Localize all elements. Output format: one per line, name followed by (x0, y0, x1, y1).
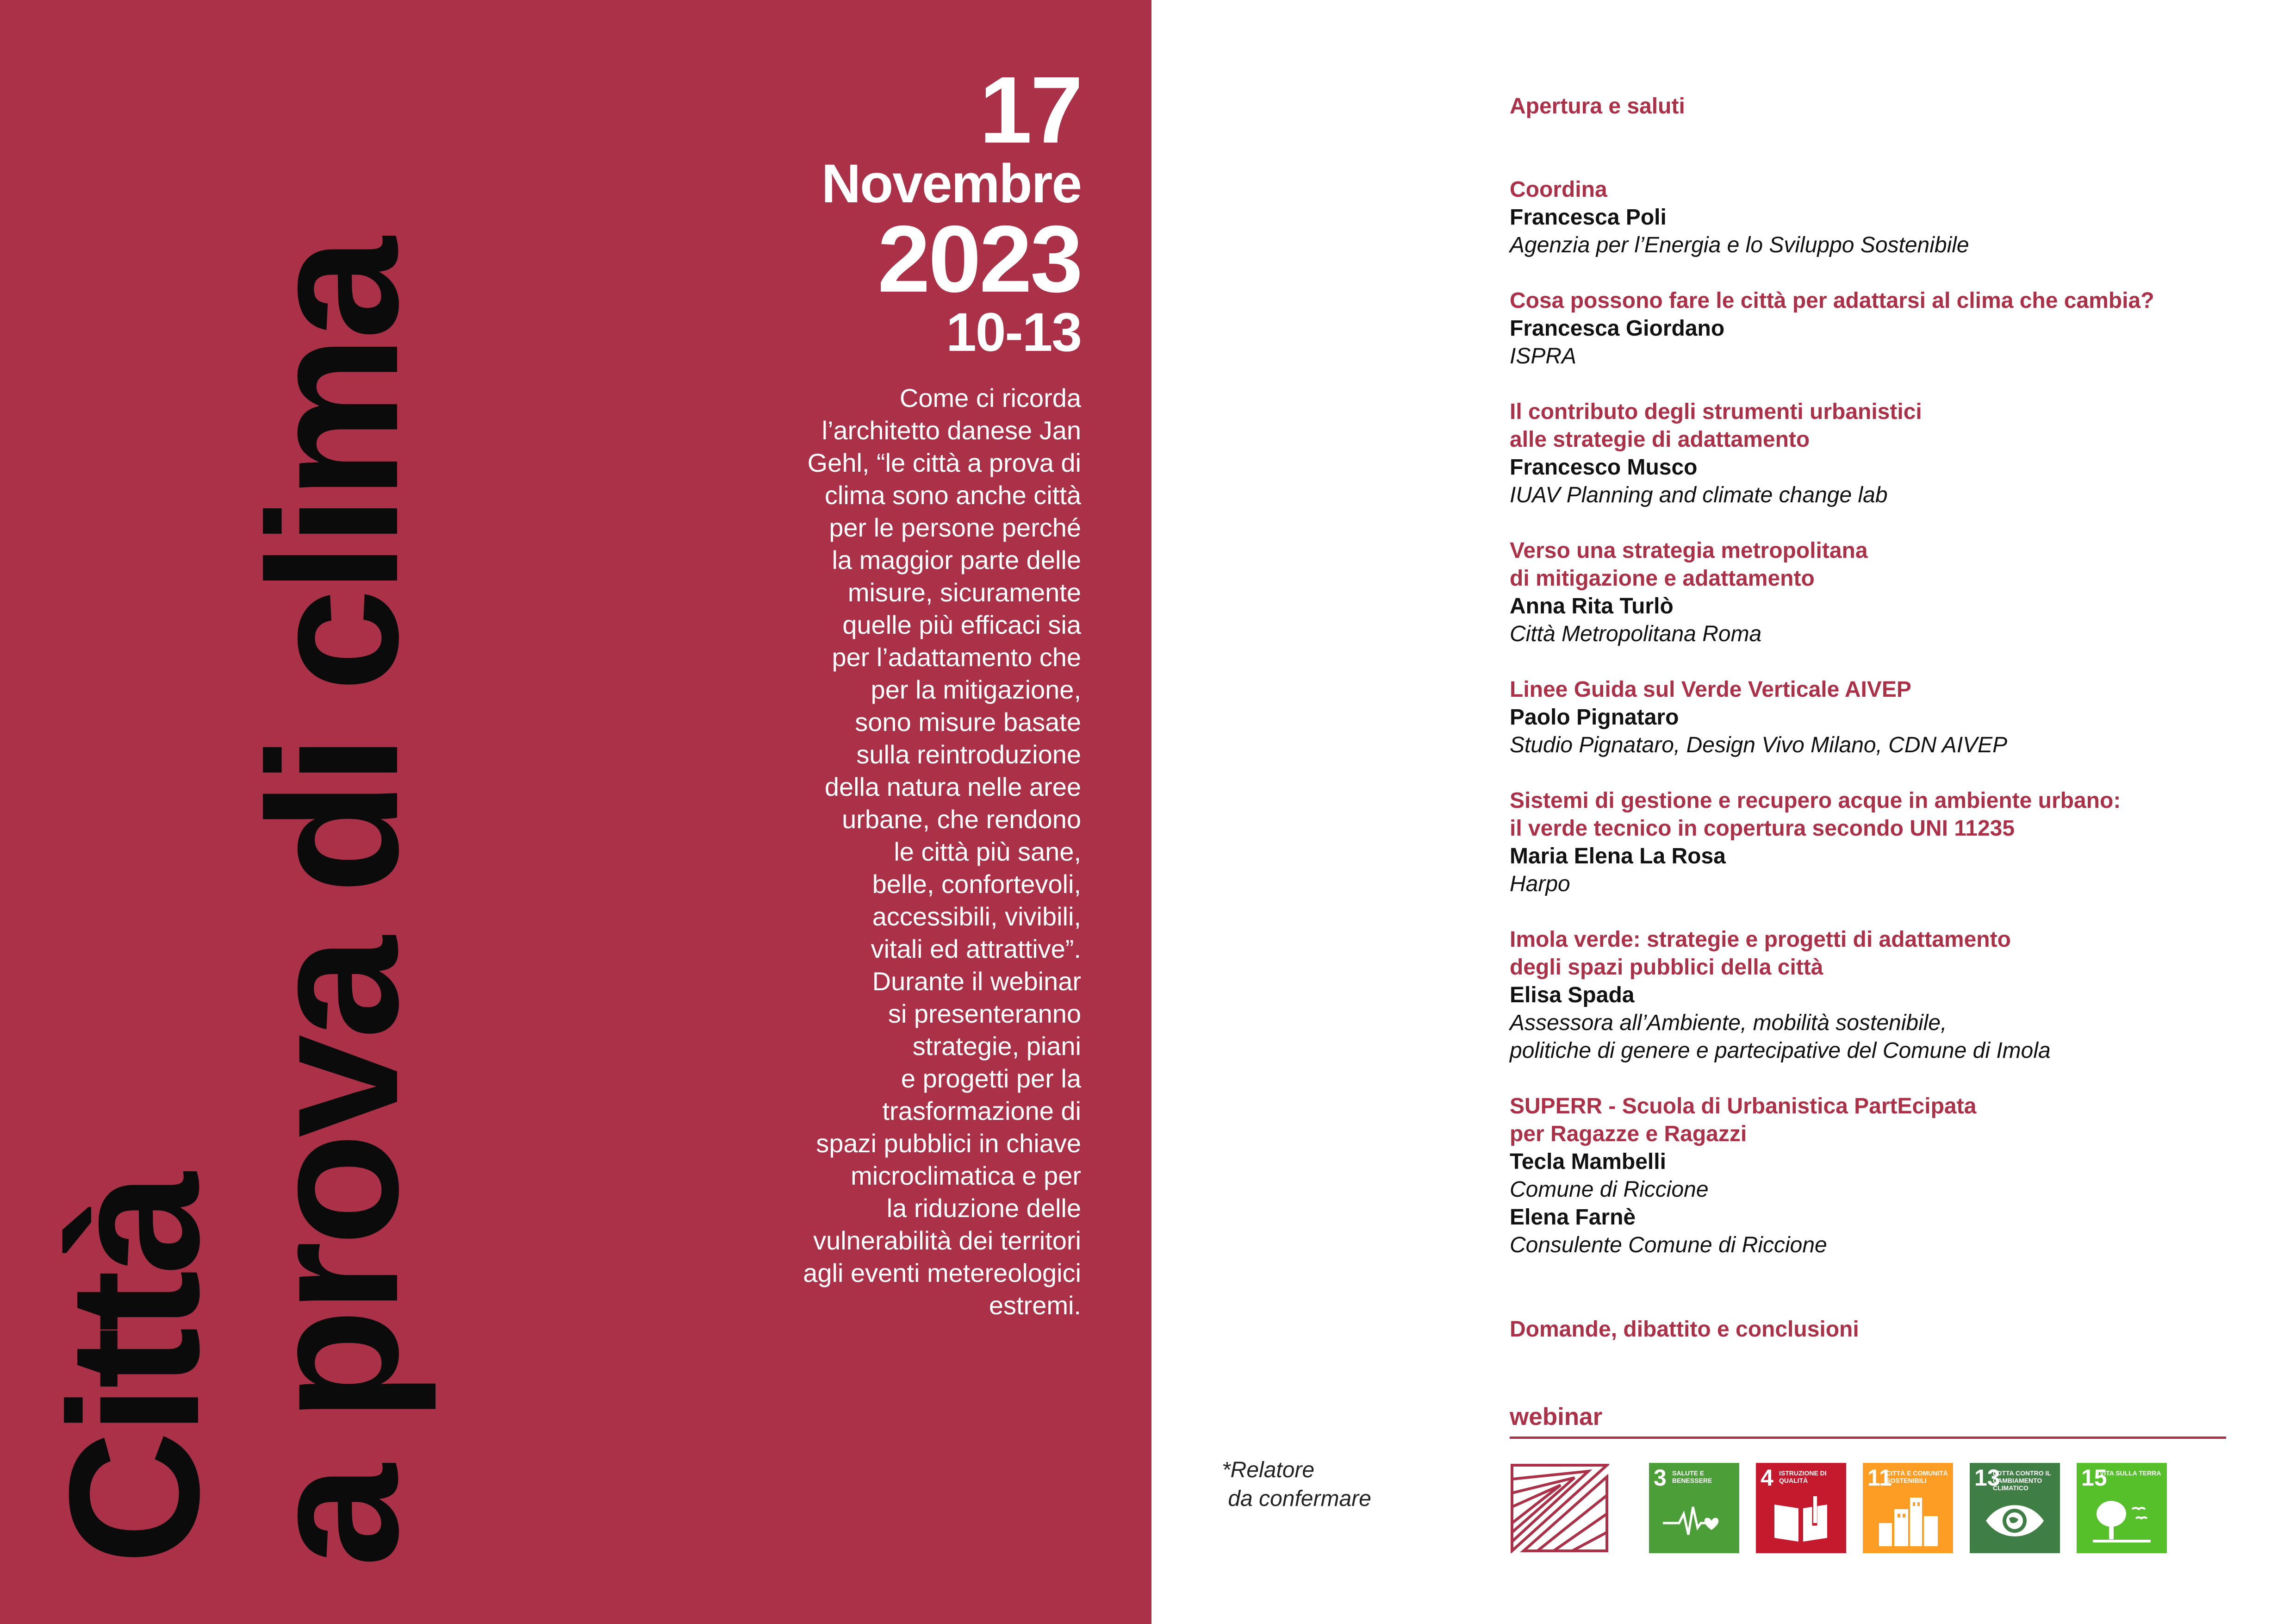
date-month: Novembre (821, 153, 1081, 214)
sdg-goal-15 (2077, 1463, 2167, 1553)
session-coordination (1510, 176, 2273, 259)
program-list (1510, 93, 2273, 1287)
sdg-label: ISTRUZIONE DI QUALITÀ (1779, 1469, 1827, 1484)
session-title: SUPERR - Scuola di Urbanistica PartEcipata per Ragazze e Ragazzi (1510, 1094, 1977, 1146)
title-line-2: a prova di clima (230, 241, 436, 1567)
intro-paragraph: Come ci ricorda l’architetto danese Jan Gehl, “le città a prova di clima sono anche città per le persone perché la maggior parte delle misure, sicuramente quelle più efficaci sia per l’adattamento che per la mitigazione, sono misure basate sulla reintroduzione della natura nelle aree urbane, che rendono le città più sane, belle, confortevoli, accessibili, vivibili, vitali ed attrattive”. Durante il webinar si presenteranno strategie, piani e progetti per la trasformazione di spazi pubblici in chiave microclimatica e per la riduzione delle vulnerabilità dei territori agli eventi metereologici estremi. (803, 383, 1081, 1320)
speaker-name: Francesca Poli (1510, 205, 1667, 230)
eye-globe-icon (1984, 1495, 2046, 1546)
sdg-goal-11 (1863, 1463, 1953, 1553)
session-opening (1510, 93, 2273, 120)
session-talk-3 (1510, 537, 2273, 648)
webinar-label: webinar (1510, 1403, 1603, 1430)
speaker-affiliation: IUAV Planning and climate change lab (1510, 483, 1888, 507)
session-closing: Domande, dibattito e conclusioni (1510, 1317, 1859, 1342)
sdg-goal-13 (1970, 1463, 2060, 1553)
event-time: 10-13 (946, 301, 1081, 363)
event-date (821, 57, 1081, 363)
sdg-number: 3 (1654, 1465, 1667, 1491)
speaker-affiliation: Comune di Riccione (1510, 1177, 1709, 1202)
speaker-name: Francesca Giordano (1510, 316, 1725, 341)
sdg-label: VITA SULLA TERRA (2100, 1469, 2161, 1477)
session-talk-4 (1510, 676, 2273, 759)
session-talk-5 (1510, 787, 2273, 898)
sdg-label: SALUTE E BENESSERE (1672, 1469, 1712, 1484)
speaker-name: Anna Rita Turlò (1510, 594, 1674, 618)
speaker-footnote: *Relatore da confermare (1222, 1458, 1371, 1511)
organizer-logo (1510, 1463, 1609, 1553)
speaker-affiliation: Agenzia per l’Energia e lo Sviluppo Sostenibile (1510, 233, 1969, 257)
session-talk-2 (1510, 398, 2273, 509)
session-title: Verso una strategia metropolitana di mitigazione e adattamento (1510, 538, 1868, 591)
date-day: 17 (979, 57, 1081, 163)
speaker-affiliation: ISPRA (1510, 344, 1577, 369)
session-title: Coordina (1510, 177, 1607, 202)
title-line-1: Città (31, 1176, 237, 1565)
speaker-name: Elena Farnè (1510, 1205, 1636, 1230)
speaker-name: Elisa Spada (1510, 983, 1635, 1007)
session-title: Imola verde: strategie e progetti di adattamento degli spazi pubblici della città (1510, 927, 2011, 980)
session-superr (1510, 1093, 2273, 1259)
session-title: Cosa possono fare le città per adattarsi al clima che cambia? (1510, 288, 2154, 313)
sdg-number: 11 (1867, 1465, 1892, 1491)
speaker-affiliation: Studio Pignataro, Design Vivo Milano, CDN AIVEP (1510, 733, 2008, 757)
sdg-number: 13 (1974, 1465, 2000, 1491)
sdg-label: LOTTA CONTRO IL CAMBIAMENTO CLIMATICO (1993, 1469, 2051, 1492)
webinar-divider (1510, 1437, 2226, 1439)
speaker-name: Maria Elena La Rosa (1510, 844, 1726, 868)
session-title: Sistemi di gestione e recupero acque in ambiente urbano: il verde tecnico in copertura secondo UNI 11235 (1510, 788, 2121, 841)
date-year: 2023 (877, 206, 1081, 312)
speaker-affiliation: Città Metropolitana Roma (1510, 622, 1762, 646)
session-title: Linee Guida sul Verde Verticale AIVEP (1510, 677, 1911, 702)
session-talk-1 (1510, 287, 2273, 370)
session-title: Apertura e saluti (1510, 94, 1685, 119)
sdg-number: 4 (1761, 1465, 1773, 1491)
speaker-name: Paolo Pignataro (1510, 705, 1679, 730)
speaker-affiliation: Harpo (1510, 872, 1570, 896)
speaker-affiliation: Consulente Comune di Riccione (1510, 1233, 1827, 1257)
sdg-number: 15 (2081, 1465, 2107, 1491)
speaker-affiliation: Assessora all’Ambiente, mobilità sostenibile, politiche di genere e partecipative del Comune di Imola (1510, 1011, 2051, 1063)
heartbeat-icon (1663, 1495, 1725, 1546)
book-pencil-icon (1770, 1495, 1832, 1546)
tree-birds-icon (2091, 1495, 2153, 1546)
speaker-name: Tecla Mambelli (1510, 1149, 1666, 1174)
sdg-goal-3 (1649, 1463, 1739, 1553)
session-talk-6 (1510, 926, 2273, 1065)
speaker-name: Francesco Musco (1510, 455, 1698, 480)
sdg-goal-4 (1756, 1463, 1846, 1553)
sdg-label: CITTÀ E COMUNITÀ SOSTENIBILI (1886, 1469, 1948, 1484)
buildings-icon (1877, 1495, 1939, 1546)
session-title: Il contributo degli strumenti urbanistici alle strategie di adattamento (1510, 400, 1922, 452)
